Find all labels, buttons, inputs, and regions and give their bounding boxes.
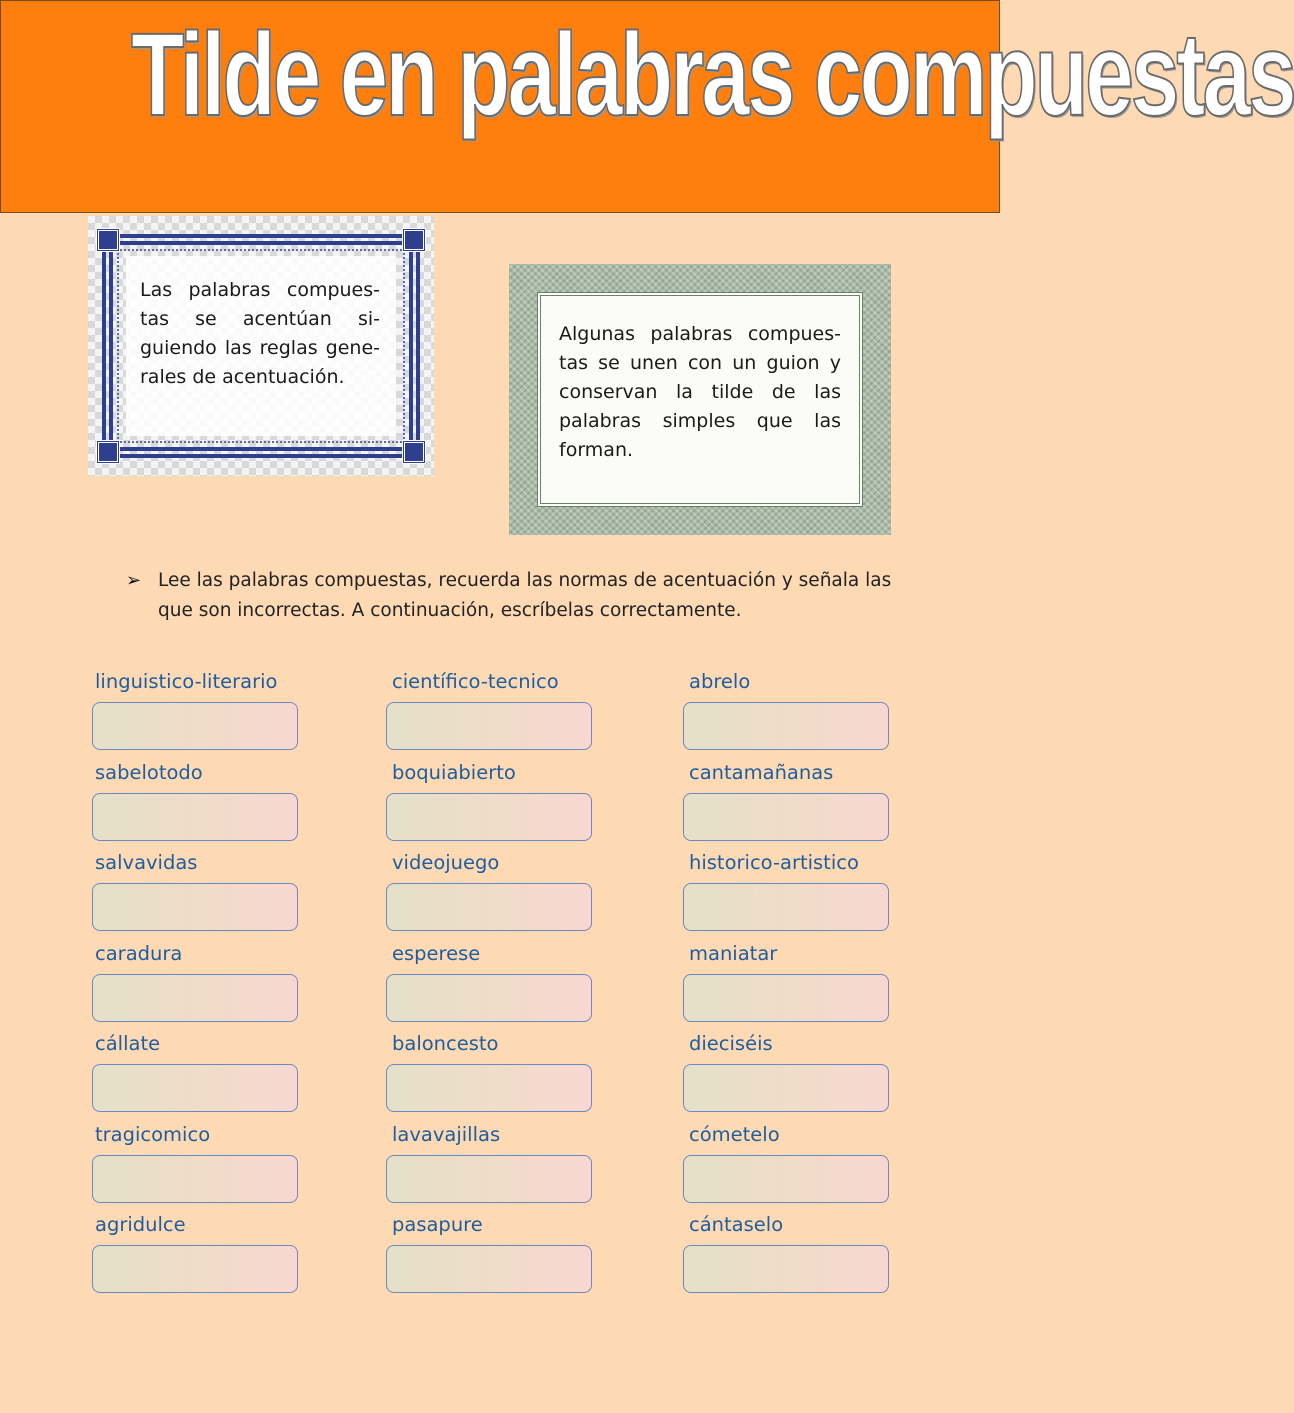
word-label: videojuego <box>392 851 500 874</box>
word-label: lavavajillas <box>392 1122 501 1146</box>
rule-card-2 <box>509 264 891 535</box>
rule-text-2: Algunas palabras compues-tas se unen con un guion y conservan la tilde de las palabras simples que las forman. <box>559 323 841 461</box>
answer-input[interactable] <box>92 1064 298 1112</box>
word-label: linguistico-literario <box>95 670 278 693</box>
word-label: científico-tecnico <box>392 670 559 693</box>
word-label: cállate <box>95 1032 161 1055</box>
answer-input[interactable] <box>683 883 889 931</box>
corner-ornament-icon <box>96 440 120 464</box>
title-banner <box>0 0 1294 213</box>
answer-input[interactable] <box>683 1155 889 1203</box>
arrow-bullet-icon: ➢ <box>126 570 142 591</box>
page-title: Tilde en palabras compuestas <box>131 9 1294 141</box>
answer-input[interactable] <box>386 793 592 841</box>
word-label: caradura <box>95 941 183 965</box>
word-label: sabelotodo <box>95 760 203 784</box>
rule-text-1: Las palabras compues-tas se acentúan si-guiendo las reglas gene-rales de acentuación. <box>140 279 380 388</box>
word-label: tragicomico <box>95 1122 211 1146</box>
answer-input[interactable] <box>683 1245 889 1293</box>
corner-ornament-icon <box>402 228 426 252</box>
answer-input[interactable] <box>92 883 298 931</box>
word-label: cómetelo <box>689 1122 780 1146</box>
word-label: salvavidas <box>95 851 198 874</box>
word-label: boquiabierto <box>392 760 516 784</box>
word-label: abrelo <box>689 670 751 693</box>
word-label: dieciséis <box>689 1032 773 1055</box>
word-label: cantamañanas <box>689 760 834 784</box>
answer-input[interactable] <box>683 793 889 841</box>
answer-input[interactable] <box>92 1155 298 1203</box>
instruction <box>126 566 896 626</box>
answer-input[interactable] <box>683 702 889 750</box>
answer-input[interactable] <box>386 1064 592 1112</box>
answer-input[interactable] <box>683 1064 889 1112</box>
answer-input[interactable] <box>386 702 592 750</box>
answer-input[interactable] <box>92 1245 298 1293</box>
answer-input[interactable] <box>92 793 298 841</box>
rule-card-1 <box>88 216 434 476</box>
answer-input[interactable] <box>92 702 298 750</box>
corner-ornament-icon <box>96 228 120 252</box>
answer-input[interactable] <box>92 974 298 1022</box>
word-label: historico-artistico <box>689 851 859 874</box>
word-label: pasapure <box>392 1213 483 1236</box>
answer-input[interactable] <box>386 1245 592 1293</box>
instruction-text: Lee las palabras compuestas, recuerda las normas de acentuación y señala las que son incorrectas. A continuación, escríbelas correctamente. <box>158 570 892 621</box>
word-label: cántaselo <box>689 1213 784 1236</box>
answer-input[interactable] <box>386 1155 592 1203</box>
word-label: maniatar <box>689 941 778 965</box>
answer-input[interactable] <box>683 974 889 1022</box>
corner-ornament-icon <box>402 440 426 464</box>
answer-input[interactable] <box>386 883 592 931</box>
word-label: agridulce <box>95 1213 186 1236</box>
word-label: esperese <box>392 941 481 965</box>
answer-input[interactable] <box>386 974 592 1022</box>
word-label: baloncesto <box>392 1032 499 1055</box>
